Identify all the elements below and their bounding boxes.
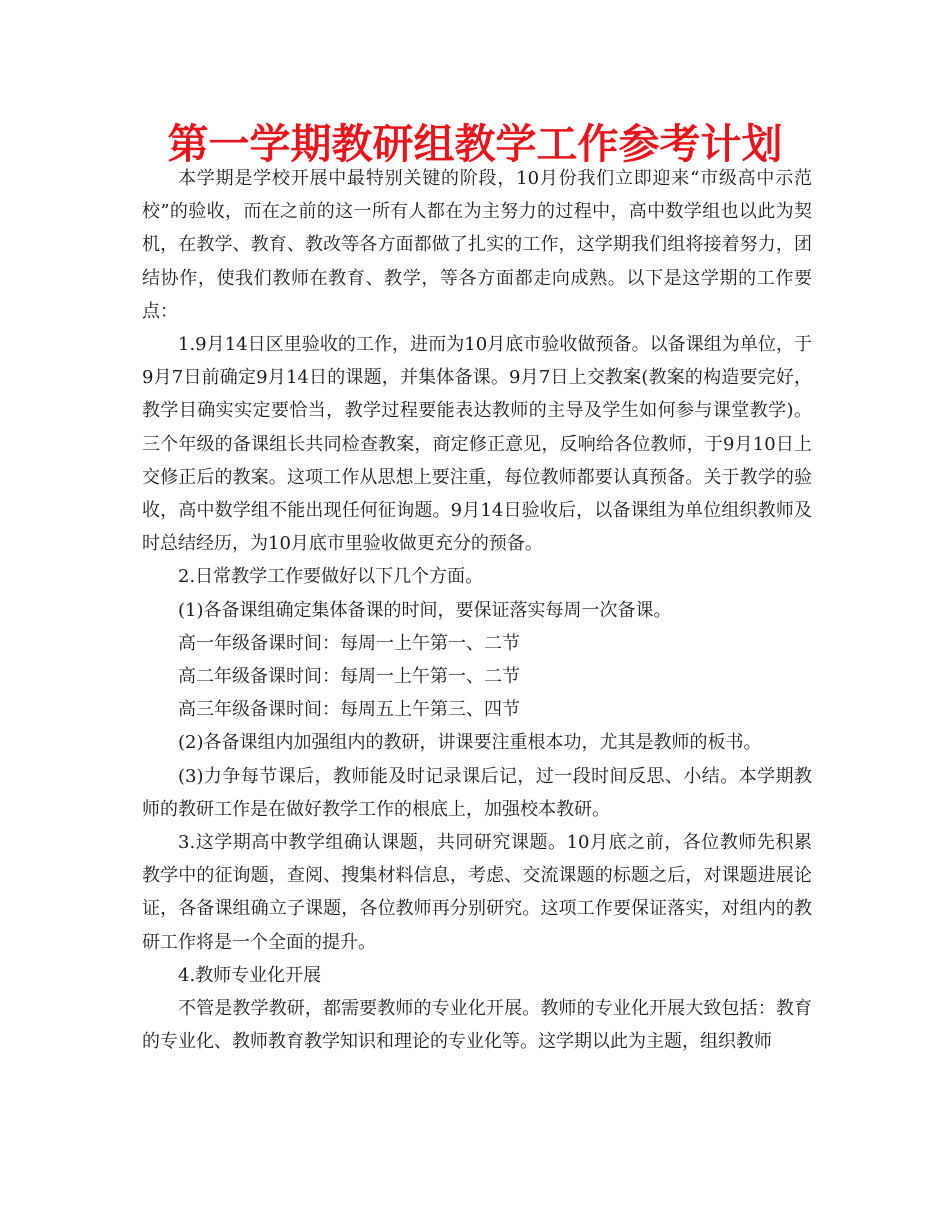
paragraph-intro: 本学期是学校开展中最特别关键的阶段，10月份我们立即迎来“市级高中示范校”的验收，而在之前的这一所有人都在为主努力的过程中，高中数学组也以此为契机，在教学、教育、教改等各方面都做了扎实的工作，这学期我们组将接着努力，团结协作，使我们教师在教育、教学，等各方面都走向成熟。以下是这学期的工作要点： xyxy=(142,168,812,322)
document-title: 第一学期教研组教学工作参考计划 xyxy=(167,120,783,168)
paragraph-item-3: 3.这学期高中教学组确认课题，共同研究课题。10月底之前，各位教师先积累教学中的征询题，查阅、搜集材料信息，考虑、交流课题的标题之后，对课题进展论证，各备课组确立子课题，各位教师再分别研究。这项工作要保证落实，对组内的教研工作将是一个全面的提升。 xyxy=(142,832,812,953)
paragraph-item-1: 1.9月14日区里验收的工作，进而为10月底市验收做预备。以备课组为单位，于9月7日前确定9月14日的课题，并集体备课。9月7日上交教案(教案的构造要完好，教学目确实实定要恰当，教学过程要能表达教师的主导及学生如何参与课堂教学)。三个年级的备课组长共同检查教案，商定修正意见，反响给各位教师，于9月10日上交修正后的教案。这项工作从思想上要注重，每位教师都要认真预备。关于教学的验收，高中数学组不能出现任何征询题。9月14日验收后，以备课组为单位组织教师及时总结经历，为10月底市里验收做更充分的预备。 xyxy=(142,334,812,555)
paragraph-item-2-2: (2)各备课组内加强组内的教研，讲课要注重根本功，尤其是教师的板书。 xyxy=(178,732,762,754)
paragraph-item-4-heading: 4.教师专业化开展 xyxy=(178,964,322,986)
document-body xyxy=(142,162,812,1058)
paragraph-item-4-body: 不管是教学教研，都需要教师的专业化开展。教师的专业化开展大致包括：教育的专业化、教师教育教学知识和理论的专业化等。这学期以此为主题，组织教师 xyxy=(142,998,812,1053)
schedule-grade-2: 高二年级备课时间：每周一上午第一、二节 xyxy=(178,666,520,688)
paragraph-item-2-1: (1)各备课组确定集体备课的时间，要保证落实每周一次备课。 xyxy=(178,599,672,621)
schedule-grade-3: 高三年级备课时间：每周五上午第三、四节 xyxy=(178,699,520,721)
paragraph-item-2-3: (3)力争每节课后，教师能及时记录课后记，过一段时间反思、小结。本学期教师的教研工作是在做好教学工作的根底上，加强校本教研。 xyxy=(142,765,812,820)
schedule-grade-1: 高一年级备课时间：每周一上午第一、二节 xyxy=(178,632,520,654)
paragraph-item-2: 2.日常教学工作要做好以下几个方面。 xyxy=(178,566,484,588)
